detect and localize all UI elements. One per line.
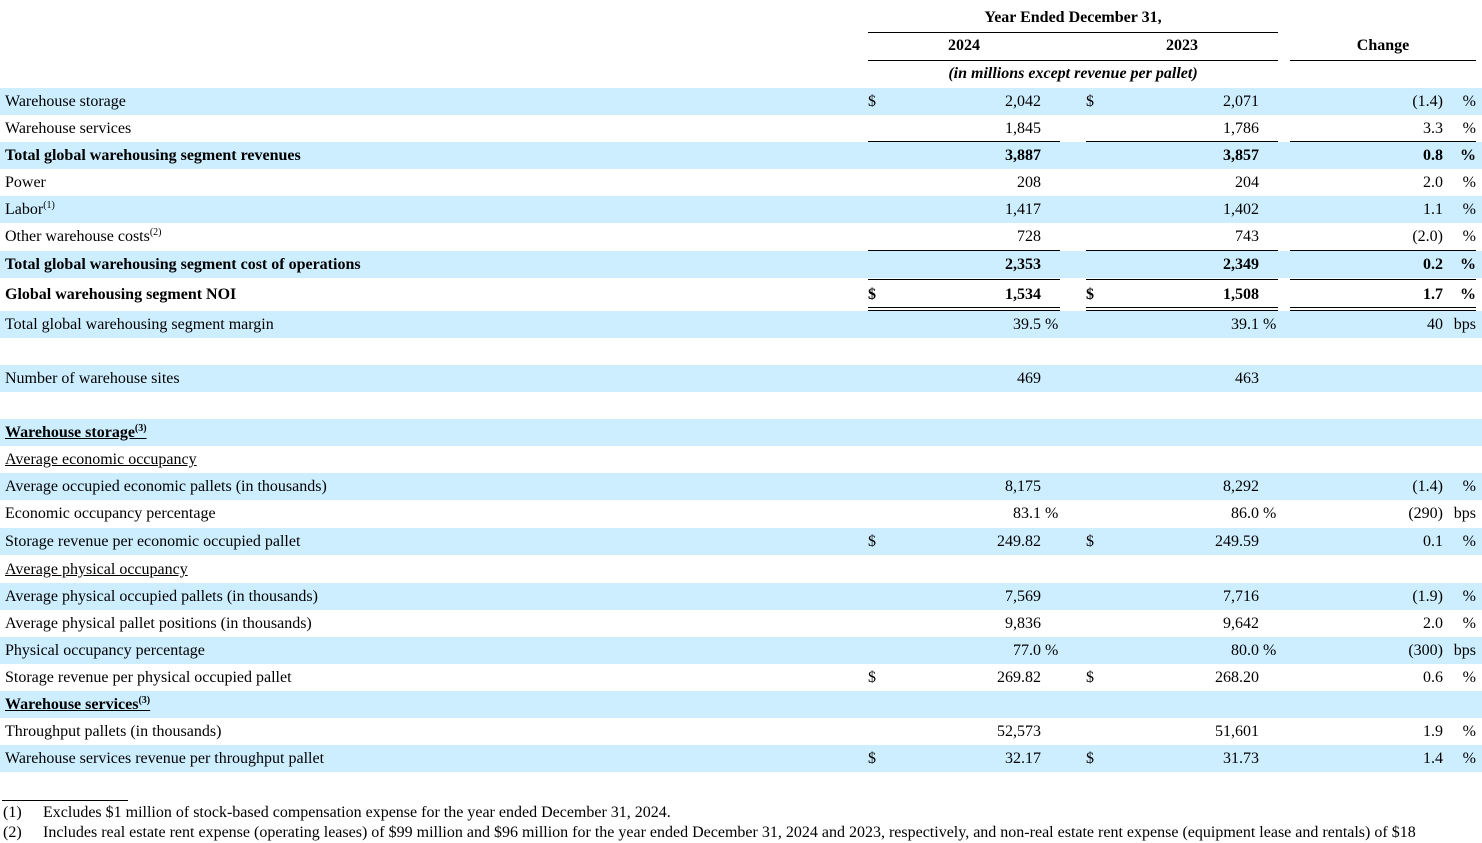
- change-value: (290): [1408, 505, 1443, 522]
- value-2023: 249.59: [1215, 533, 1259, 550]
- row-label: Economic occupancy percentage: [5, 505, 216, 522]
- footnote-separator: [2, 800, 128, 801]
- footnote-text: Includes real estate rent expense (operating leases) of $99 million and $96 million for the year ended December 31, 2024 and 2023, respectively, and non-real estate rent expense (equipment lease and rentals) of $18: [43, 824, 1416, 841]
- value-2023: 743: [1235, 228, 1259, 245]
- table-row-total: [0, 281, 1482, 308]
- double-total-rule: [868, 307, 1060, 311]
- table-row: [0, 311, 1482, 338]
- row-label: Total global warehousing segment revenues: [5, 147, 301, 164]
- change-value: 1.7: [1423, 286, 1443, 303]
- row-label: Warehouse services revenue per throughput pallet: [5, 750, 325, 767]
- change-value: 1.9: [1423, 723, 1443, 740]
- row-label: Warehouse storage: [5, 93, 126, 110]
- change-unit: bps: [1453, 316, 1476, 333]
- table-row: [0, 528, 1482, 555]
- value-2024: 2,353: [1005, 256, 1041, 273]
- row-label: Physical occupancy percentage: [5, 642, 205, 659]
- change-unit: bps: [1453, 642, 1476, 659]
- value-2024: 208: [1017, 174, 1041, 191]
- row-label: Average occupied economic pallets (in thousands): [5, 478, 327, 495]
- section-heading: [5, 691, 150, 718]
- table-row: [0, 718, 1482, 745]
- value-2024: 83.1: [1013, 505, 1041, 522]
- footnote-text: Excludes $1 million of stock-based compensation expense for the year ended December 31, 2024.: [43, 804, 671, 821]
- change-unit: %: [1462, 750, 1476, 767]
- value-2023: 9,642: [1223, 615, 1259, 632]
- row-label: Storage revenue per economic occupied pallet: [5, 533, 301, 550]
- period-header: Year Ended December 31,: [984, 9, 1162, 26]
- change-value: (1.4): [1412, 478, 1443, 495]
- change-value: (1.9): [1412, 588, 1443, 605]
- percent-sign: %: [1045, 505, 1059, 522]
- change-value: 0.8: [1423, 147, 1443, 164]
- percent-sign: %: [1045, 316, 1059, 333]
- subsection-heading: Average physical occupancy: [5, 561, 188, 578]
- change-unit: %: [1460, 256, 1476, 273]
- value-2023: 1,402: [1223, 201, 1259, 218]
- table-row: [0, 473, 1482, 500]
- change-unit: %: [1462, 615, 1476, 632]
- footnote-ref: (1): [43, 200, 55, 211]
- change-unit: %: [1460, 147, 1476, 164]
- value-2023: 1,786: [1223, 120, 1259, 137]
- subtotal-rule: [1086, 279, 1278, 280]
- section-heading-text: Warehouse services: [5, 696, 139, 713]
- subtotal-rule: [1086, 250, 1278, 251]
- value-2023: 80.0: [1231, 642, 1259, 659]
- change-unit: %: [1462, 533, 1476, 550]
- table-row: [0, 610, 1482, 637]
- subtotal-rule: [868, 141, 1060, 142]
- section-heading-row: [0, 419, 1482, 446]
- row-label: Total global warehousing segment margin: [5, 316, 274, 333]
- table-row: [0, 500, 1482, 527]
- percent-sign: %: [1263, 316, 1277, 333]
- table-row: [0, 88, 1482, 115]
- value-2024: 52,573: [997, 723, 1041, 740]
- change-value: 2.0: [1423, 174, 1443, 191]
- double-total-rule: [1290, 307, 1476, 311]
- percent-sign: %: [1045, 642, 1059, 659]
- value-2024: 39.5: [1013, 316, 1041, 333]
- value-2024: 8,175: [1005, 478, 1041, 495]
- col-header-rule-left: [868, 60, 1278, 61]
- row-label: Average physical pallet positions (in thousands): [5, 615, 312, 632]
- table-row-total: [0, 142, 1482, 169]
- value-2024: 32.17: [1005, 750, 1041, 767]
- row-label: Power: [5, 174, 46, 191]
- footnote-1: [3, 803, 671, 823]
- currency-symbol: $: [868, 750, 876, 767]
- table-row: [0, 583, 1482, 610]
- table-row: [0, 664, 1482, 691]
- value-2024: 7,569: [1005, 588, 1041, 605]
- table-row: [0, 169, 1482, 196]
- subsection-heading-row: [0, 446, 1482, 473]
- period-header-rule: [868, 32, 1278, 33]
- row-label: [5, 223, 162, 250]
- table-row: [0, 223, 1482, 250]
- currency-symbol: $: [868, 93, 876, 110]
- value-2024: 269.82: [997, 669, 1041, 686]
- change-unit: %: [1462, 723, 1476, 740]
- value-2023: 31.73: [1223, 750, 1259, 767]
- row-label: Number of warehouse sites: [5, 370, 180, 387]
- subtotal-rule: [1290, 250, 1476, 251]
- table-row: [0, 115, 1482, 142]
- row-label: Warehouse services: [5, 120, 132, 137]
- change-unit: %: [1462, 174, 1476, 191]
- col-2024-header: 2024: [948, 37, 980, 54]
- currency-symbol: $: [1086, 533, 1094, 550]
- change-value: 3.3: [1423, 120, 1443, 137]
- change-unit: %: [1462, 588, 1476, 605]
- row-label: Total global warehousing segment cost of operations: [5, 256, 361, 273]
- footnote-number: (1): [3, 804, 22, 821]
- row-label: Throughput pallets (in thousands): [5, 723, 222, 740]
- col-2023-header: 2023: [1166, 37, 1198, 54]
- value-2024: 1,417: [1005, 201, 1041, 218]
- table-row-total: [0, 251, 1482, 278]
- section-heading-row: [0, 691, 1482, 718]
- change-unit: %: [1462, 201, 1476, 218]
- table-row: [0, 196, 1482, 223]
- change-value: 1.4: [1423, 750, 1443, 767]
- value-2024: 1,845: [1005, 120, 1041, 137]
- footnote-ref: (3): [138, 695, 151, 706]
- row-label-text: Labor: [5, 201, 44, 218]
- table-row: [0, 745, 1482, 772]
- row-label-text: Other warehouse costs: [5, 228, 150, 245]
- row-label: Storage revenue per physical occupied pallet: [5, 669, 292, 686]
- value-2023: 8,292: [1223, 478, 1259, 495]
- row-label: Global warehousing segment NOI: [5, 286, 237, 303]
- value-2024: 1,534: [1005, 286, 1041, 303]
- subtotal-rule: [1290, 141, 1476, 142]
- value-2024: 249.82: [997, 533, 1041, 550]
- change-header: Change: [1356, 37, 1410, 54]
- table-row: [0, 365, 1482, 392]
- footnote-2: [3, 823, 1416, 843]
- subsection-heading-row: [0, 556, 1482, 583]
- value-2024: 469: [1017, 370, 1041, 387]
- footnote-ref: (2): [149, 227, 162, 238]
- currency-symbol: $: [1086, 750, 1094, 767]
- currency-symbol: $: [1086, 669, 1094, 686]
- change-unit: %: [1462, 120, 1476, 137]
- double-total-rule: [1086, 307, 1278, 311]
- value-2023: 463: [1235, 370, 1259, 387]
- change-value: 1.1: [1423, 201, 1443, 218]
- footnote-number: (2): [3, 824, 22, 841]
- value-2023: 2,349: [1223, 256, 1259, 273]
- value-2023: 3,857: [1223, 147, 1259, 164]
- currency-symbol: $: [1086, 93, 1094, 110]
- change-unit: bps: [1453, 505, 1476, 522]
- table-row: [0, 637, 1482, 664]
- footnote-ref: (3): [134, 423, 147, 434]
- units-note: (in millions except revenue per pallet): [948, 65, 1198, 82]
- change-value: 0.6: [1423, 669, 1443, 686]
- section-heading: [5, 419, 147, 446]
- subsection-heading: Average economic occupancy: [5, 451, 197, 468]
- value-2023: 86.0: [1231, 505, 1259, 522]
- value-2023: 39.1: [1231, 316, 1259, 333]
- value-2023: 51,601: [1215, 723, 1259, 740]
- change-value: 40: [1427, 316, 1443, 333]
- change-value: 2.0: [1423, 615, 1443, 632]
- change-unit: %: [1460, 286, 1476, 303]
- change-value: 0.1: [1423, 533, 1443, 550]
- section-heading-text: Warehouse storage: [5, 424, 135, 441]
- value-2024: 3,887: [1005, 147, 1041, 164]
- subtotal-rule: [1290, 279, 1476, 280]
- row-label: [5, 196, 55, 223]
- value-2024: 9,836: [1005, 615, 1041, 632]
- subtotal-rule: [868, 250, 1060, 251]
- value-2024: 2,042: [1005, 93, 1041, 110]
- change-unit: %: [1462, 93, 1476, 110]
- value-2024: 728: [1017, 228, 1041, 245]
- change-value: (300): [1408, 642, 1443, 659]
- change-unit: %: [1462, 478, 1476, 495]
- percent-sign: %: [1263, 505, 1277, 522]
- currency-symbol: $: [1086, 286, 1094, 303]
- currency-symbol: $: [868, 533, 876, 550]
- value-2023: 204: [1235, 174, 1259, 191]
- value-2023: 7,716: [1223, 588, 1259, 605]
- change-unit: %: [1462, 228, 1476, 245]
- row-label: Average physical occupied pallets (in thousands): [5, 588, 318, 605]
- value-2023: 268.20: [1215, 669, 1259, 686]
- currency-symbol: $: [868, 286, 876, 303]
- change-value: (1.4): [1412, 93, 1443, 110]
- change-value: (2.0): [1412, 228, 1443, 245]
- value-2023: 2,071: [1223, 93, 1259, 110]
- value-2024: 77.0: [1013, 642, 1041, 659]
- percent-sign: %: [1263, 642, 1277, 659]
- value-2023: 1,508: [1223, 286, 1259, 303]
- currency-symbol: $: [868, 669, 876, 686]
- subtotal-rule: [1086, 141, 1278, 142]
- subtotal-rule: [868, 279, 1060, 280]
- change-value: 0.2: [1423, 256, 1443, 273]
- col-header-rule-change: [1290, 60, 1476, 61]
- change-unit: %: [1462, 669, 1476, 686]
